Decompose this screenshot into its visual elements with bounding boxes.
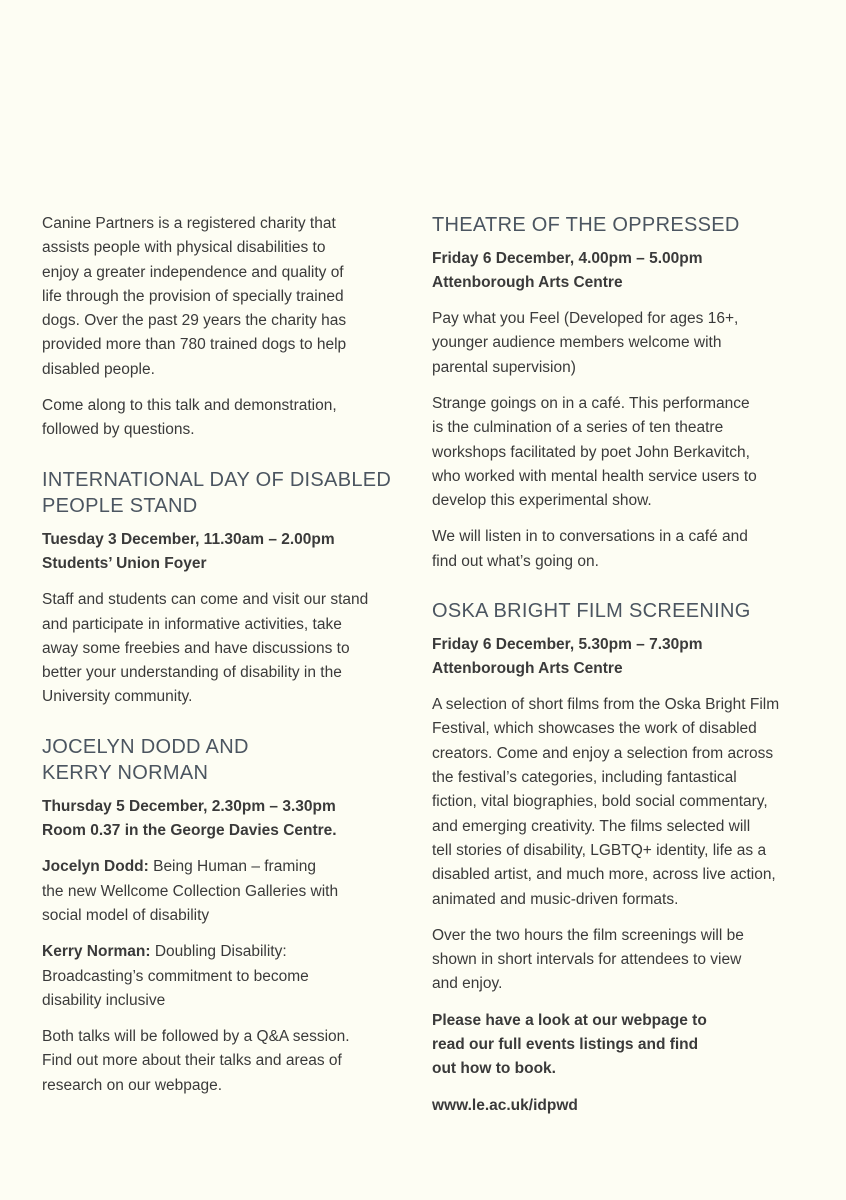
text-line: dogs. Over the past 29 years the charity has (42, 312, 347, 330)
text-line: animated and music-driven formats. (432, 890, 679, 908)
title-line: INTERNATIONAL DAY OF DISABLED (42, 468, 392, 491)
text-line: life through the provision of specially trained (42, 287, 344, 305)
text-line: away some freebies and have discussions to (42, 639, 350, 657)
canine-partners-cta (42, 394, 412, 443)
event-date: Thursday 5 December, 2.30pm – 3.30pm (42, 797, 336, 815)
text-line: Strange goings on in a café. This performance (432, 394, 750, 412)
speaker-name: Kerry Norman: (42, 943, 151, 961)
text-line: assists people with physical disabilities to (42, 239, 326, 257)
text-line (42, 855, 412, 879)
right-column (432, 212, 812, 1130)
disabled-people-stand-section (42, 467, 412, 710)
text-line: followed by questions. (42, 421, 195, 439)
section-title (42, 734, 412, 787)
webpage-link[interactable]: www.le.ac.uk/idpwd (432, 1096, 578, 1114)
event-time-location (432, 247, 812, 296)
text-line: and enjoy. (432, 975, 503, 993)
text-line: is the culmination of a series of ten theatre (432, 419, 724, 437)
text-line: Festival, which showcases the work of disabled (432, 720, 757, 738)
text-line: workshops facilitated by poet John Berkavitch, (432, 443, 750, 461)
title-line: JOCELYN DODD AND (42, 735, 249, 758)
speaker-name: Jocelyn Dodd: (42, 858, 149, 876)
text-line: Canine Partners is a registered charity that (42, 215, 336, 232)
jocelyn-dodd-talk (42, 855, 412, 928)
text-line: and participate in informative activities, take (42, 615, 342, 633)
text-line: Come along to this talk and demonstration, (42, 397, 337, 415)
text-line: Find out more about their talks and areas of (42, 1052, 342, 1070)
text-line: the festival’s categories, including fantastical (432, 769, 737, 787)
text-line: parental supervision) (432, 358, 576, 376)
title-line: KERRY NORMAN (42, 762, 209, 785)
text-line: Both talks will be followed by a Q&A session. (42, 1028, 350, 1046)
event-time-location (42, 795, 412, 844)
event-location: Attenborough Arts Centre (432, 659, 623, 677)
left-column (42, 212, 412, 1110)
text-line: research on our webpage. (42, 1076, 223, 1094)
event-time-location (42, 528, 412, 577)
event-location: Students’ Union Foyer (42, 554, 207, 572)
text-line: social model of disability (42, 906, 210, 924)
webpage-cta (432, 1009, 812, 1082)
text-line: fiction, vital biographies, bold social commentary, (432, 793, 768, 811)
dodd-norman-section (42, 734, 412, 1098)
text-line: University community. (42, 688, 193, 706)
text-line: disabled people. (42, 360, 155, 378)
text-line: enjoy a greater independence and quality of (42, 263, 344, 281)
event-description (432, 693, 812, 912)
text-line: and emerging creativity. The films selected will (432, 817, 751, 835)
theatre-section (432, 212, 812, 574)
text-line: tell stories of disability, LGBTQ+ identity, life as a (432, 841, 767, 859)
text-line: who worked with mental health service users to (432, 467, 757, 485)
text-line: A selection of short films from the Oska Bright Film (432, 696, 780, 714)
text-line: Please have a look at our webpage to (432, 1011, 707, 1029)
text-line (42, 940, 412, 964)
text-line: Over the two hours the film screenings will be (432, 926, 744, 944)
event-price (432, 307, 812, 380)
text-line: find out what’s going on. (432, 552, 599, 570)
section-title (42, 467, 412, 520)
text-line: creators. Come and enjoy a selection from across (432, 744, 774, 762)
event-date: Friday 6 December, 5.30pm – 7.30pm (432, 635, 703, 653)
talk-title: Being Human – framing (148, 858, 316, 876)
text-line: Broadcasting’s commitment to become (42, 967, 309, 985)
webpage-url-para (432, 1094, 812, 1118)
text-line: We will listen in to conversations in a café and (432, 528, 748, 546)
text-line: younger audience members welcome with (432, 334, 722, 352)
text-line: disabled artist, and much more, across live action, (432, 866, 776, 884)
event-location: Attenborough Arts Centre (432, 273, 623, 291)
event-description (42, 1025, 412, 1098)
section-title: THEATRE OF THE OPPRESSED (432, 214, 740, 236)
canine-partners-intro (42, 212, 412, 382)
event-description (432, 924, 812, 997)
text-line: provided more than 780 trained dogs to help (42, 336, 347, 354)
event-description (432, 525, 812, 574)
talk-title: Doubling Disability: (150, 943, 287, 961)
text-line: Pay what you Feel (Developed for ages 16+, (432, 310, 739, 328)
event-time-location (432, 633, 812, 682)
text-line: disability inclusive (42, 991, 166, 1009)
text-line: shown in short intervals for attendees to view (432, 951, 742, 969)
text-line: better your understanding of disability in the (42, 664, 342, 682)
text-line: Staff and students can come and visit our stand (42, 591, 369, 609)
text-line: read our full events listings and find (432, 1036, 699, 1054)
title-line: PEOPLE STAND (42, 495, 198, 518)
event-date: Friday 6 December, 4.00pm – 5.00pm (432, 249, 703, 267)
event-location: Room 0.37 in the George Davies Centre. (42, 822, 337, 840)
kerry-norman-talk (42, 940, 412, 1013)
event-description (432, 392, 812, 513)
event-description (42, 588, 412, 709)
oska-bright-section (432, 598, 812, 997)
text-line: the new Wellcome Collection Galleries with (42, 882, 339, 900)
section-title: OSKA BRIGHT FILM SCREENING (432, 600, 751, 623)
text-line: develop this experimental show. (432, 492, 652, 510)
event-date: Tuesday 3 December, 11.30am – 2.00pm (42, 530, 335, 548)
text-line: out how to book. (432, 1060, 556, 1078)
